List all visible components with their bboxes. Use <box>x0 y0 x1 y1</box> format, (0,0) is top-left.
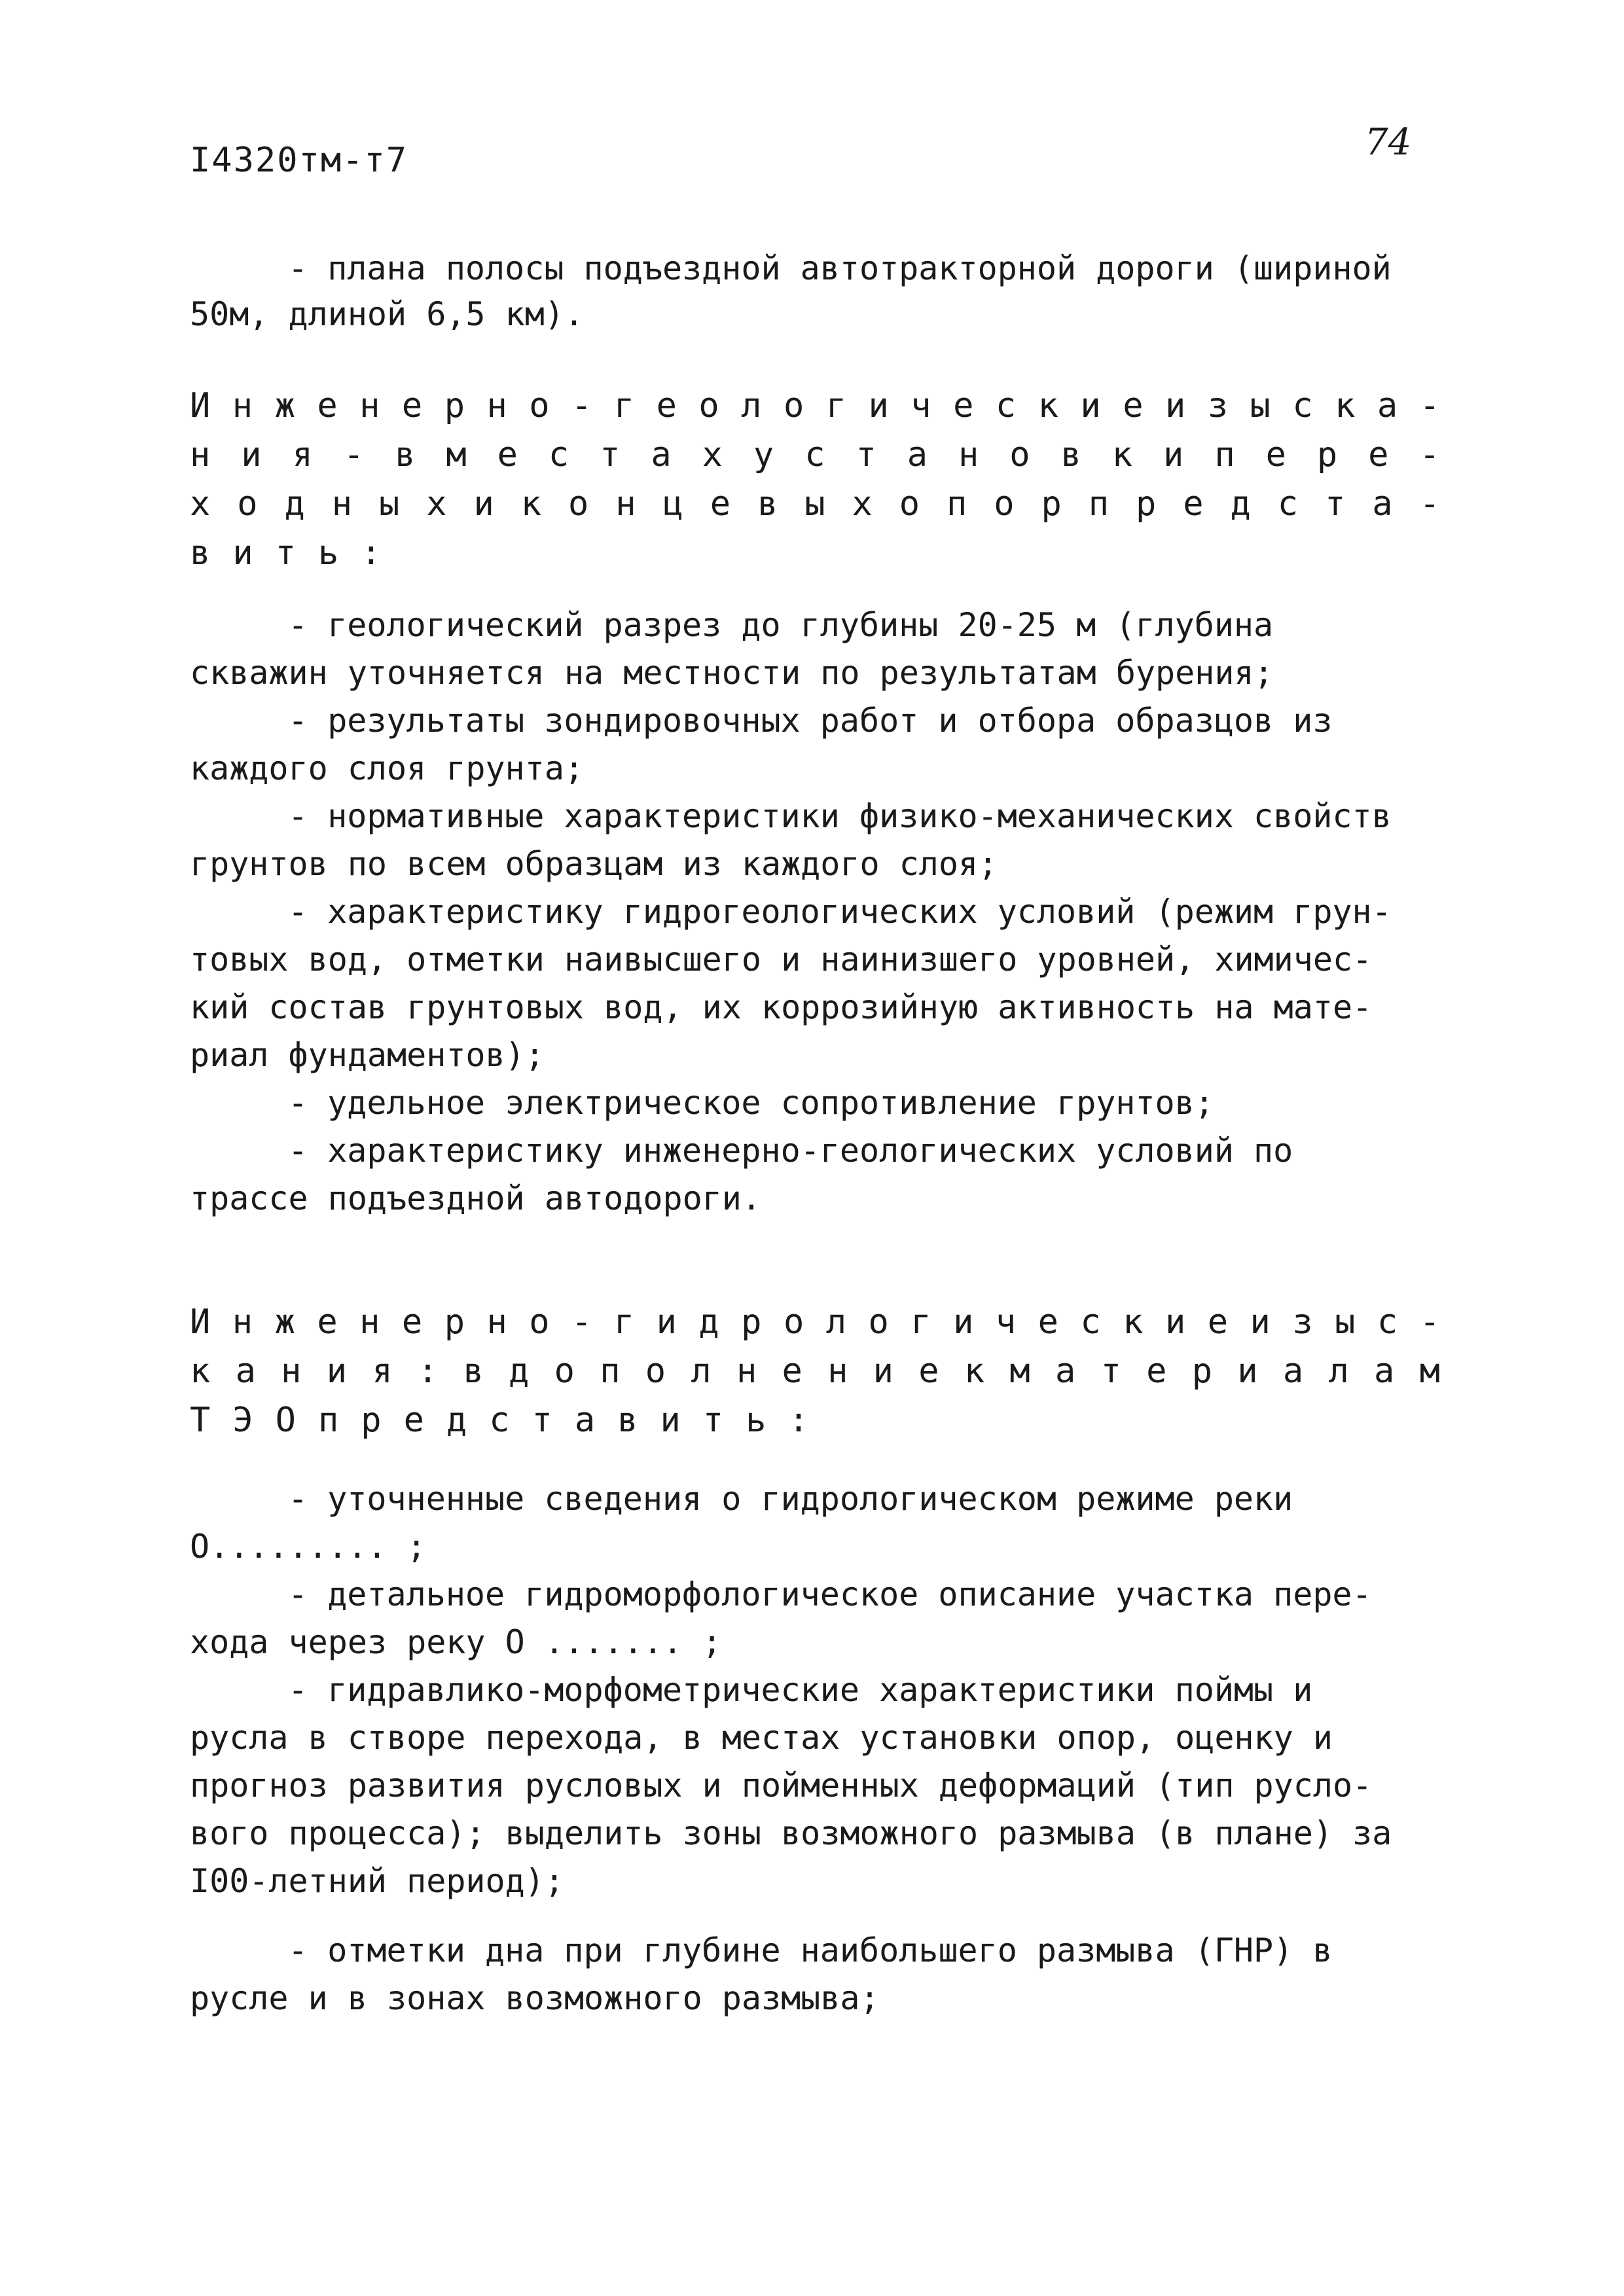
heading-char: ы <box>379 484 400 524</box>
geo-item-line: скважин уточняется на местности по результатам бурения; <box>190 654 1274 692</box>
heading-char: ы <box>1335 1302 1356 1342</box>
hydro-item-line: О......... ; <box>190 1528 427 1566</box>
heading-char: о <box>994 484 1015 524</box>
heading-char: р <box>741 1302 762 1342</box>
heading-char: а <box>574 1401 596 1440</box>
heading-char: а <box>651 435 672 475</box>
heading-char: О <box>275 1401 296 1440</box>
heading-char: а <box>1377 386 1398 425</box>
heading-char: р <box>444 1302 465 1342</box>
heading-char: п <box>1214 435 1235 475</box>
heading-char: е <box>403 1401 424 1440</box>
heading-char: ч <box>995 1302 1017 1342</box>
heading-char: я <box>292 435 313 475</box>
heading-char: и <box>473 484 494 524</box>
hydro-item-line: - гидравлико-морфометрические характеристики поймы и <box>288 1671 1313 1709</box>
heading-char: з <box>1207 386 1229 425</box>
heading-char: н <box>736 1352 757 1391</box>
heading-char: - <box>343 435 365 475</box>
heading-char: т <box>275 533 296 573</box>
heading-char: и <box>656 1302 677 1342</box>
heading-char: и <box>1080 386 1101 425</box>
heading-char: и <box>868 386 889 425</box>
heading-char: о <box>554 1352 575 1391</box>
heading-char: и <box>660 1401 681 1440</box>
heading-char: з <box>1292 1302 1313 1342</box>
heading-char: в <box>190 533 211 573</box>
heading-char: л <box>825 1302 847 1342</box>
heading-char: с <box>548 435 569 475</box>
heading-char: н <box>958 435 979 475</box>
heading-char: а <box>1374 1352 1395 1391</box>
heading-char: и <box>1250 1302 1271 1342</box>
heading-char: и <box>873 1352 893 1391</box>
geo-item-line: - характеристику гидрогеологических условий (режим грун- <box>288 893 1392 931</box>
heading-char: ц <box>662 484 683 524</box>
heading-char: И <box>190 386 211 425</box>
heading-char: е <box>782 1352 803 1391</box>
heading-char: а <box>1372 484 1393 524</box>
heading-char: с <box>1277 484 1299 524</box>
heading-char: и <box>1164 386 1186 425</box>
heading-char: с <box>1292 386 1313 425</box>
heading-char: е <box>953 386 974 425</box>
geo-item-line: - результаты зондировочных работ и отбора образцов из <box>288 702 1333 740</box>
geo-item-line: трассе подъездной автодороги. <box>190 1179 761 1217</box>
heading-char: г <box>613 1302 635 1342</box>
heading-char: с <box>1377 1302 1398 1342</box>
heading-char: п <box>600 1352 621 1391</box>
heading-char: л <box>691 1352 712 1391</box>
heading-char: Э <box>232 1401 253 1440</box>
heading-char: н <box>331 484 353 524</box>
geo-item-line: - характеристику инженерно-геологических условий по <box>288 1132 1293 1170</box>
document-code: I4320тм-т7 <box>190 141 408 180</box>
heading-char: в <box>1060 435 1081 475</box>
heading-char: Т <box>190 1401 211 1440</box>
heading-char: п <box>947 484 967 524</box>
heading-char: а <box>235 1352 256 1391</box>
heading-char: р <box>361 1401 382 1440</box>
hydro-item-line: русле и в зонах возможного размыва; <box>190 1979 880 2017</box>
heading-char: с <box>489 1401 510 1440</box>
heading-char: н <box>615 484 636 524</box>
heading-char: т <box>702 1401 724 1440</box>
heading-char: д <box>698 1302 719 1342</box>
heading-char: р <box>1041 484 1062 524</box>
heading-char: н <box>827 1352 848 1391</box>
hydro-item-line: - отметки дна при глубине наибольшего размыва (ГНР) в <box>288 1931 1333 1969</box>
heading-char: ы <box>1250 386 1271 425</box>
heading-char: н <box>281 1352 302 1391</box>
heading-char: и <box>232 533 253 573</box>
heading-char: о <box>568 484 589 524</box>
heading-char: с <box>995 386 1017 425</box>
heading-char: и <box>326 1352 348 1391</box>
heading-char: т <box>600 435 621 475</box>
heading-char: л <box>741 386 762 425</box>
heading-char: е <box>1123 386 1144 425</box>
heading-char: е <box>317 1302 338 1342</box>
heading-char: к <box>520 484 542 524</box>
heading-char: в <box>757 484 778 524</box>
geo-item-line: товых вод, отметки наивысшего и наинизшего уровней, химичес- <box>190 941 1373 978</box>
heading-char: и <box>1237 1352 1258 1391</box>
heading-char: е <box>918 1352 939 1391</box>
geo-item-line: грунтов по всем образцам из каждого слоя; <box>190 845 998 883</box>
heading-char: в <box>395 435 416 475</box>
heading-char: - <box>1419 435 1440 475</box>
heading-char: н <box>359 1302 380 1342</box>
heading-char: е <box>1183 484 1204 524</box>
geo-item-line: - нормативные характеристики физико-механических свойств <box>288 797 1392 835</box>
heading-char: е <box>401 1302 423 1342</box>
heading-char: а <box>907 435 928 475</box>
heading-char: с <box>1080 1302 1101 1342</box>
heading-char: - <box>1419 484 1440 524</box>
heading-char: о <box>237 484 258 524</box>
heading-char: - <box>571 386 592 425</box>
heading-char: х <box>702 435 723 475</box>
heading-char: : <box>788 1401 809 1440</box>
heading-char: е <box>1368 435 1389 475</box>
hydro-item-line: I00-летний период); <box>190 1862 564 1900</box>
heading-char: ж <box>274 1302 295 1342</box>
geo-item-line: - геологический разрез до глубины 20-25 м (глубина <box>288 606 1274 644</box>
heading-char: к <box>1038 386 1058 425</box>
heading-char: и <box>953 1302 974 1342</box>
heading-char: в <box>617 1401 638 1440</box>
hydro-heading-line <box>190 1302 1440 1342</box>
heading-char: х <box>426 484 447 524</box>
heading-char: н <box>486 386 507 425</box>
heading-char: у <box>753 435 774 475</box>
hydro-item-line: вого процесса); выделить зоны возможного размыва (в плане) за <box>190 1814 1392 1852</box>
heading-char: я <box>372 1352 393 1391</box>
heading-char: о <box>529 1302 550 1342</box>
heading-char: е <box>497 435 518 475</box>
hydro-item-line: - уточненные сведения о гидрологическом режиме реки <box>288 1480 1293 1518</box>
heading-char: н <box>486 1302 507 1342</box>
geo-heading-line <box>190 533 1440 573</box>
heading-char: е <box>401 386 423 425</box>
heading-char: е <box>1207 1302 1229 1342</box>
heading-char: н <box>232 1302 253 1342</box>
heading-char: е <box>1265 435 1286 475</box>
heading-char: о <box>783 1302 804 1342</box>
heading-char: г <box>613 386 635 425</box>
heading-char: н <box>359 386 380 425</box>
heading-char: о <box>899 484 920 524</box>
heading-char: : <box>361 533 382 573</box>
intro-line: 50м, длиной 6,5 км). <box>190 295 585 333</box>
heading-char: а <box>1055 1352 1076 1391</box>
hydro-heading-line <box>190 1352 1440 1391</box>
geo-heading-line <box>190 435 1440 475</box>
heading-char: ч <box>911 386 931 425</box>
heading-char: м <box>446 435 467 475</box>
heading-char: т <box>856 435 876 475</box>
heading-char: и <box>1163 435 1184 475</box>
heading-char: к <box>964 1352 985 1391</box>
heading-char: р <box>1316 435 1338 475</box>
geo-heading-line <box>190 484 1440 524</box>
heading-char: с <box>804 435 825 475</box>
heading-char: ь <box>317 533 339 573</box>
heading-char: И <box>190 1302 211 1342</box>
heading-char: к <box>1123 1302 1144 1342</box>
heading-char: о <box>1009 435 1030 475</box>
page-number: 74 <box>1365 121 1412 164</box>
heading-char: г <box>911 1302 931 1342</box>
heading-char: е <box>710 484 731 524</box>
heading-char: е <box>656 386 677 425</box>
heading-char: н <box>190 435 211 475</box>
geo-heading-line <box>190 386 1440 425</box>
heading-char: р <box>1191 1352 1213 1391</box>
heading-char: л <box>1328 1352 1349 1391</box>
hydro-item-line: - детальное гидроморфологическое описание участка пере- <box>288 1575 1372 1613</box>
heading-char: х <box>852 484 873 524</box>
heading-char: м <box>1009 1352 1030 1391</box>
geo-item-line: - удельное электрическое сопротивление грунтов; <box>288 1084 1214 1122</box>
heading-char: к <box>190 1352 211 1391</box>
heading-char: ь <box>746 1401 767 1440</box>
hydro-item-line: прогноз развития русловых и пойменных деформаций (тип русло- <box>190 1767 1373 1804</box>
heading-char: : <box>417 1352 439 1391</box>
heading-char: п <box>317 1401 339 1440</box>
hydro-item-line: русла в створе перехода, в местах установки опор, оценку и <box>190 1719 1333 1757</box>
heading-char: д <box>1230 484 1251 524</box>
heading-char: м <box>1419 1352 1440 1391</box>
heading-char: к <box>1335 386 1356 425</box>
heading-char: е <box>1146 1352 1167 1391</box>
heading-char: р <box>1136 484 1157 524</box>
heading-char: к <box>1111 435 1133 475</box>
heading-char: о <box>868 1302 889 1342</box>
heading-char: е <box>317 386 338 425</box>
heading-char: о <box>529 386 550 425</box>
heading-char: г <box>825 386 847 425</box>
geo-item-line: каждого слоя грунта; <box>190 749 585 787</box>
heading-char: в <box>463 1352 484 1391</box>
heading-char: р <box>444 386 465 425</box>
heading-char: - <box>571 1302 592 1342</box>
heading-char: о <box>645 1352 666 1391</box>
heading-char: т <box>532 1401 552 1440</box>
heading-char: д <box>446 1401 467 1440</box>
intro-line: - плана полосы подъездной автотракторной дороги (шириной <box>288 249 1392 287</box>
heading-char: о <box>698 386 719 425</box>
heading-char: т <box>1100 1352 1121 1391</box>
heading-char: д <box>284 484 305 524</box>
heading-char: и <box>1164 1302 1186 1342</box>
hydro-item-line: хода через реку О ....... ; <box>190 1623 722 1661</box>
heading-char: ж <box>274 386 295 425</box>
geo-item-line: кий состав грунтовых вод, их коррозийную активность на мате- <box>190 988 1373 1026</box>
heading-char: - <box>1419 386 1440 425</box>
heading-char: х <box>190 484 211 524</box>
heading-char: е <box>1038 1302 1058 1342</box>
heading-char: п <box>1088 484 1110 524</box>
heading-char: д <box>509 1352 530 1391</box>
hydro-heading-line <box>190 1401 1440 1440</box>
heading-char: ы <box>804 484 825 524</box>
heading-char: и <box>241 435 262 475</box>
heading-char: н <box>232 386 253 425</box>
heading-char: т <box>1325 484 1346 524</box>
geo-item-line: риал фундаментов); <box>190 1036 545 1074</box>
heading-char: о <box>783 386 804 425</box>
heading-char: а <box>1282 1352 1304 1391</box>
heading-char: - <box>1419 1302 1440 1342</box>
